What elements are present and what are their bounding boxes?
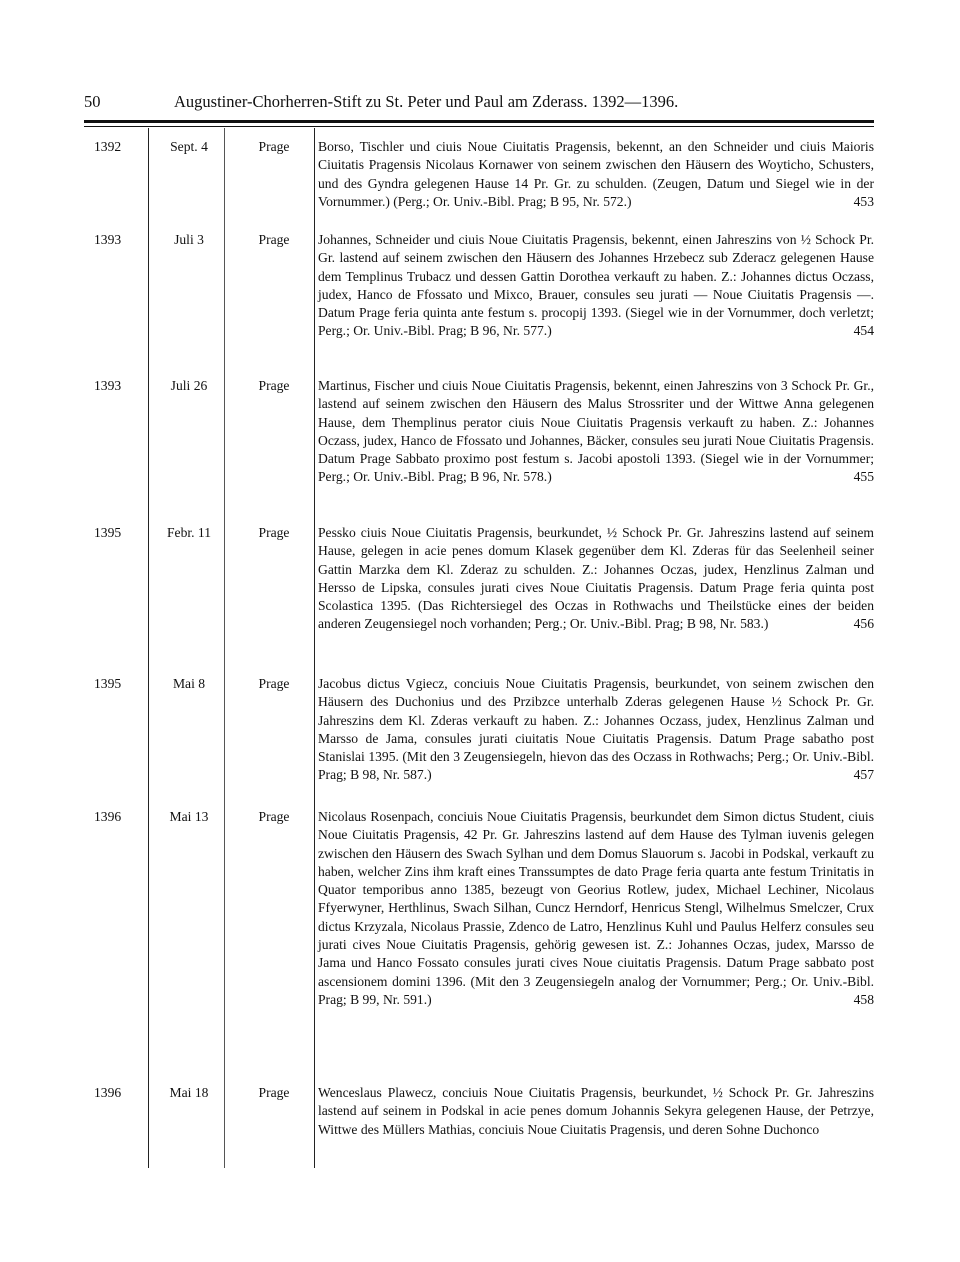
column-divider-year — [148, 128, 149, 1168]
entry-number: 455 — [853, 469, 874, 485]
entry-date: Mai 8 — [172, 676, 206, 691]
entry-place: Prage — [258, 1085, 290, 1100]
entry-text: Johannes, Schneider und ciuis Noue Ciuitatis Pragensis, bekennt, einen Jahreszins von ½ Schock Pr. Gr. lastend auf seinem zwischen den Häusern des Johannes Hrzebecz sub Zderacz gelegenen Hause dem Templinus Trubacz und dessen Gattin Dorothea verkauft zu haben. Z.: Johannes dictus Oczass, judex, Hanco de Ffossato und Mixco, Brauer, consules seu jurati — Noue Ciuitatis Pragensis —. Datum Prage feria quinta ante festum s. procopij 1393. (Siegel wie in der Vornummer, doch verletzt; Perg.; Or. Univ.-Bibl. Prag; B 96, Nr. 577.) — [318, 232, 874, 339]
entry-year: 1393 — [94, 232, 122, 247]
entry-year: 1396 — [94, 1085, 122, 1100]
entry-year: 1395 — [94, 525, 122, 540]
entry-text-block — [318, 1084, 874, 1139]
page-header — [84, 92, 874, 116]
entry-place: Prage — [258, 676, 290, 691]
entry-text-block — [318, 231, 874, 341]
entry-place: Prage — [258, 525, 290, 540]
entry-number: 454 — [853, 323, 874, 339]
entry-date: Mai 13 — [169, 809, 209, 824]
entry-text-block — [318, 675, 874, 785]
header-rule-thin — [84, 126, 874, 127]
entry-text: Wenceslaus Plawecz, conciuis Noue Ciuitatis Pragensis, beurkundet, ½ Schock Pr. Gr. Jahreszins lastend auf seinem in Podskal in acie penes domum Johannis Sekyra gelegenen Hause, der Petrzye, Wittwe des Müllers Mathias, conciuis Noue Ciuitatis Pragensis, und deren Sohne Duchonco — [318, 1085, 874, 1137]
entry-year: 1395 — [94, 676, 122, 691]
header-rule-thick — [84, 120, 874, 123]
entry-date: Juli 3 — [174, 232, 204, 247]
running-title: Augustiner-Chorherren-Stift zu St. Peter und Paul am Zderass. 1392—1396. — [174, 92, 679, 111]
entry-text-block — [318, 138, 874, 211]
entry-year: 1392 — [94, 139, 122, 154]
entry-text: Nicolaus Rosenpach, conciuis Noue Ciuitatis Pragensis, beurkundet dem Simon dictus Student, ciuis Noue Ciuitatis Pragensis, 42 Pr. Gr. Jahreszins lastend auf dem Hause des Tylman iuvenis gelegen zwischen den Häusern des Swach Sylhan und dem Domus Slauorum s. Jacobi in Podskal, verkauft zu haben, welcher Zins ihm kraft eines Transsumptes de dato Prage feria quarta ante festum Trinitatis in Quator temporibus anno 1385, bezeugt von Georius Rotlew, judex, Michael Lechiner, Nicolaus Ffyerwyner, Herthlinus, Swach Silhan, Cuncz Herndorf, Henricus Stengl, Wilhelmus Smelczer, Crux dictus Krzyzala, Nicolaus Prassie, Zdenco de Latro, Henzlinus Kuhl und Paulus Helferz consules seu jurati cives Noue Ciuitatis Pragensis, gehörig gewesen ist. Z.: Johannes Oczas, judex, Marsso de Jama und Hanco Fossato consules jurati cives Noue ciuitatis Pragensis. Datum Prage sabbato post ascensionem domini 1396. (Mit den 3 Zeugensiegeln analog der Vornummer; Perg.; Or. Univ.-Bibl. Prag; B 99, Nr. 591.) — [318, 809, 874, 1007]
entry-number: 458 — [853, 991, 874, 1007]
entry-date: Sept. 4 — [170, 139, 208, 154]
entry-text-block — [318, 524, 874, 634]
entry-number: 457 — [853, 767, 874, 783]
entry-year: 1396 — [94, 809, 122, 824]
entry-text-block — [318, 808, 874, 1009]
entry-date: Mai 18 — [169, 1085, 209, 1100]
entry-date: Febr. 11 — [166, 525, 212, 540]
entry-place: Prage — [258, 232, 290, 247]
entry-text: Pessko ciuis Noue Ciuitatis Pragensis, beurkundet, ½ Schock Pr. Gr. Jahreszins lastend auf seinem Hause, gelegen in acie penes domum Klasek gegenüber dem Kl. Zderas für das Seelenheil seiner Gattin Marzka dem Kl. Zderaz zu schulden. Z.: Johannes Oczas, judex, Henzlinus Zalman und Hersso de Lipska, consules jurati cives Noue Ciuitatis Pragensis. Datum Prage feria quinta post Scolastica 1395. (Das Richtersiegel des Oczas in Rothwachs und Theilstücke eines der beiden anderen Zeugensiegel noch vorhanden; Perg.; Or. Univ.-Bibl. Prag; B 98, Nr. 583.) — [318, 525, 874, 632]
entry-place: Prage — [258, 378, 290, 393]
entry-place: Prage — [258, 809, 290, 824]
entry-text-block — [318, 377, 874, 487]
page-number: 50 — [84, 92, 101, 111]
entry-text: Jacobus dictus Vgiecz, conciuis Noue Ciuitatis Pragensis, beurkundet, von seinem zwischen den Häusern des Duchonius und des Przibzce unterhalb Zderas gelegenen Hause ½ Schock Pr. Gr. Jahreszins dem Kl. Zderas verkauft zu haben. Z.: Johannes Oczass, judex, Henzlinus Zalman und Marsso de Jama, consules jurati ciuitatis Noue Ciuitatis Pragensis. Datum Prage sabatho post Stanislai 1395. (Mit den 3 Zeugensiegeln, hievon das des Oczass in Rothwachs; Perg.; Or. Univ.-Bibl. Prag; B 98, Nr. 587.) — [318, 676, 874, 783]
entry-year: 1393 — [94, 378, 122, 393]
entry-date: Juli 26 — [170, 378, 208, 393]
entry-place: Prage — [258, 139, 290, 154]
entry-text: Borso, Tischler und ciuis Noue Ciuitatis Pragensis, bekennt, an den Schneider und ciuis Maioris Ciuitatis Pragensis Nicolaus Kornawer von seinem zwischen den Häusern des Woyticho, Schusters, und des Gyndra gelegenen Hause 14 Pr. Gr. zu schulden. (Zeugen, Datum und Siegel wie in der Vornummer.) (Perg.; Or. Univ.-Bibl. Prag; B 95, Nr. 572.) — [318, 139, 874, 209]
column-divider-place — [314, 128, 315, 1168]
entry-text: Martinus, Fischer und ciuis Noue Ciuitatis Pragensis, bekennt, einen Jahreszins von 3 Schock Pr. Gr., lastend auf seinem zwischen den Häusern des Malus Strossriter und der Wittwe Anna gelegenen Hause, dem Themplinus perator ciuis Noue Ciuitatis Pragensis verkauft zu haben. Z.: Johannes Oczass, judex, Hanco de Ffossato und Johannes, Bäcker, consules seu jurati Noue Ciuitatis Pragensis. Datum Prage Sabbato proximo post festum s. Jacobi apostoli 1393. (Siegel wie in der Vornummer; Perg.; Or. Univ.-Bibl. Prag; B 96, Nr. 578.) — [318, 378, 874, 485]
entry-number: 456 — [853, 616, 874, 632]
entry-number: 453 — [853, 193, 874, 209]
column-divider-date — [224, 128, 225, 1168]
